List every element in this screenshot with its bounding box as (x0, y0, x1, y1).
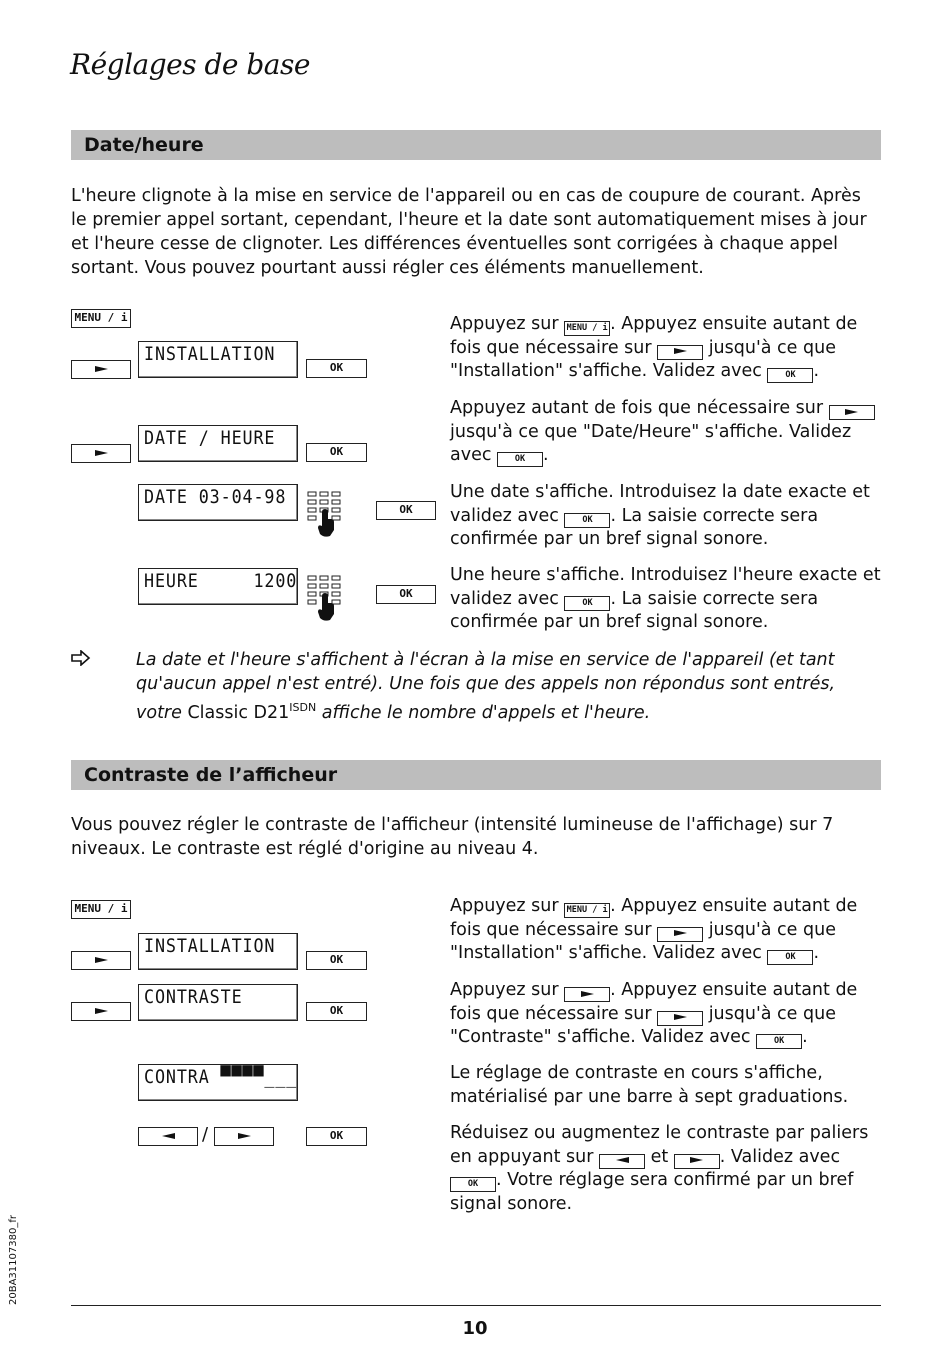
ok-key: OK (376, 501, 436, 520)
ok-key: OK (306, 1002, 367, 1021)
right-arrow-key (71, 1002, 131, 1021)
right-arrow-icon (95, 366, 108, 372)
section-header-contraste (71, 760, 881, 790)
ok-key-inline: OK (564, 513, 610, 528)
lcd-display: DATE 03-04-98 (138, 484, 298, 521)
right-arrow-icon (238, 1133, 251, 1139)
section-intro: Vous pouvez régler le contraste de l'afficheur (intensité lumineuse de l'affichage) sur 7 niveaux. Le contraste est réglé d'origine au niveau 4. (71, 815, 834, 859)
keypad-icon (306, 490, 346, 538)
step-text: Appuyez autant de fois que nécessaire sur jusqu'à ce que "Date/Heure" s'affiche. Validez avec OK . (450, 397, 882, 468)
ok-key: OK (306, 359, 367, 378)
page-title: Réglages de base (70, 48, 310, 81)
right-arrow-icon (690, 1157, 703, 1163)
section-intro: L'heure clignote à la mise en service de l'appareil ou en cas de coupure de courant. Après le premier appel sortant, cependant, l'heure et la date sont automatiquement mises à jour et l'heure cesse de clignoter. Les différences éventuelles sont corrigées à chaque appel sortant. Vous pouvez pourtant aussi régler ces éléments manuellement. (71, 186, 867, 278)
right-arrow-key-inline (674, 1154, 720, 1169)
ok-key-inline: OK (497, 452, 543, 467)
step-text: Appuyez sur MENU / i . Appuyez ensuite autant de fois que nécessaire sur jusqu'à ce que "Installation" s'affiche. Validez avec OK . (450, 896, 858, 963)
ok-key-inline: OK (450, 1177, 496, 1192)
right-arrow-icon (674, 348, 687, 354)
right-arrow-key-inline (657, 345, 703, 360)
menu-key-inline: MENU / i (564, 321, 610, 336)
section-title: Contraste de l’afficheur (84, 764, 338, 786)
lcd-display: CONTRA ▀▀▀▀___ (138, 1064, 298, 1101)
right-arrow-icon (581, 991, 594, 997)
ok-key: OK (306, 951, 367, 970)
menu-key: MENU / i (71, 309, 131, 328)
right-arrow-icon (95, 450, 108, 456)
ok-key-inline: OK (756, 1034, 802, 1049)
section-title: Date/heure (84, 134, 204, 156)
right-arrow-icon (95, 1008, 108, 1014)
note-arrow-icon (71, 650, 91, 666)
step-text: Appuyez sur MENU / i . Appuyez ensuite autant de fois que nécessaire sur jusqu'à ce que "Installation" s'affiche. Validez avec OK . (450, 314, 858, 381)
menu-key-inline: MENU / i (564, 903, 610, 918)
right-arrow-key (71, 951, 131, 970)
ok-key-inline: OK (767, 368, 813, 383)
step-text: Réduisez ou augmentez le contraste par paliers en appuyant sur et . Validez avec OK . Votre réglage sera confirmé par un bref signal sonore. (450, 1123, 869, 1214)
step-text: Le réglage de contraste en cours s'affiche, matérialisé par une barre à sept graduations. (450, 1063, 849, 1107)
lcd-display: DATE / HEURE (138, 425, 298, 462)
step-text: Une heure s'affiche. Introduisez l'heure exacte et validez avec OK . La saisie correcte sera confirmée par un bref signal sonore. (450, 565, 881, 632)
slash: / (202, 1124, 209, 1145)
left-arrow-key (138, 1127, 198, 1146)
right-arrow-key (214, 1127, 274, 1146)
lcd-display: INSTALLATION (138, 341, 298, 378)
ok-key-inline: OK (767, 950, 813, 965)
menu-key: MENU / i (71, 900, 131, 919)
step-text: Appuyez sur . Appuyez ensuite autant de fois que nécessaire sur jusqu'à ce que "Contraste" s'affiche. Validez avec OK . (450, 980, 858, 1047)
lcd-display: HEURE 1200 (138, 568, 298, 605)
section-header-date-heure (71, 130, 881, 160)
right-arrow-key (71, 360, 131, 379)
left-arrow-key-inline (599, 1154, 645, 1169)
lcd-display: INSTALLATION (138, 933, 298, 970)
right-arrow-key-inline (657, 1011, 703, 1026)
ok-key-inline: OK (564, 596, 610, 611)
right-arrow-icon (845, 409, 858, 415)
right-arrow-icon (674, 930, 687, 936)
left-arrow-icon (616, 1157, 629, 1163)
ok-key: OK (306, 443, 367, 462)
keypad-icon (306, 574, 346, 622)
right-arrow-key (71, 444, 131, 463)
ok-key: OK (376, 585, 436, 604)
page-number: 10 (462, 1318, 488, 1339)
left-arrow-icon (162, 1133, 175, 1139)
right-arrow-key-inline (657, 927, 703, 942)
lcd-display: CONTRASTE (138, 984, 298, 1021)
right-arrow-icon (95, 957, 108, 963)
footer-rule (71, 1305, 881, 1306)
step-text: Une date s'affiche. Introduisez la date exacte et validez avec OK . La saisie correcte sera confirmée par un bref signal sonore. (450, 482, 870, 549)
right-arrow-key-inline (829, 405, 875, 420)
ok-key: OK (306, 1127, 367, 1146)
right-arrow-icon (674, 1014, 687, 1020)
right-arrow-key-inline (564, 987, 610, 1002)
note-text: La date et l'heure s'affichent à l'écran à la mise en service de l'appareil (et tant qu'aucun appel n'est entré). Une fois que des appels non répondus sont entrés, votre Classic $D21^{ISDN}$ affiche le nombre d'appels et l'heure. (136, 650, 836, 723)
document-code: 20BA31107380_fr (8, 1215, 19, 1305)
